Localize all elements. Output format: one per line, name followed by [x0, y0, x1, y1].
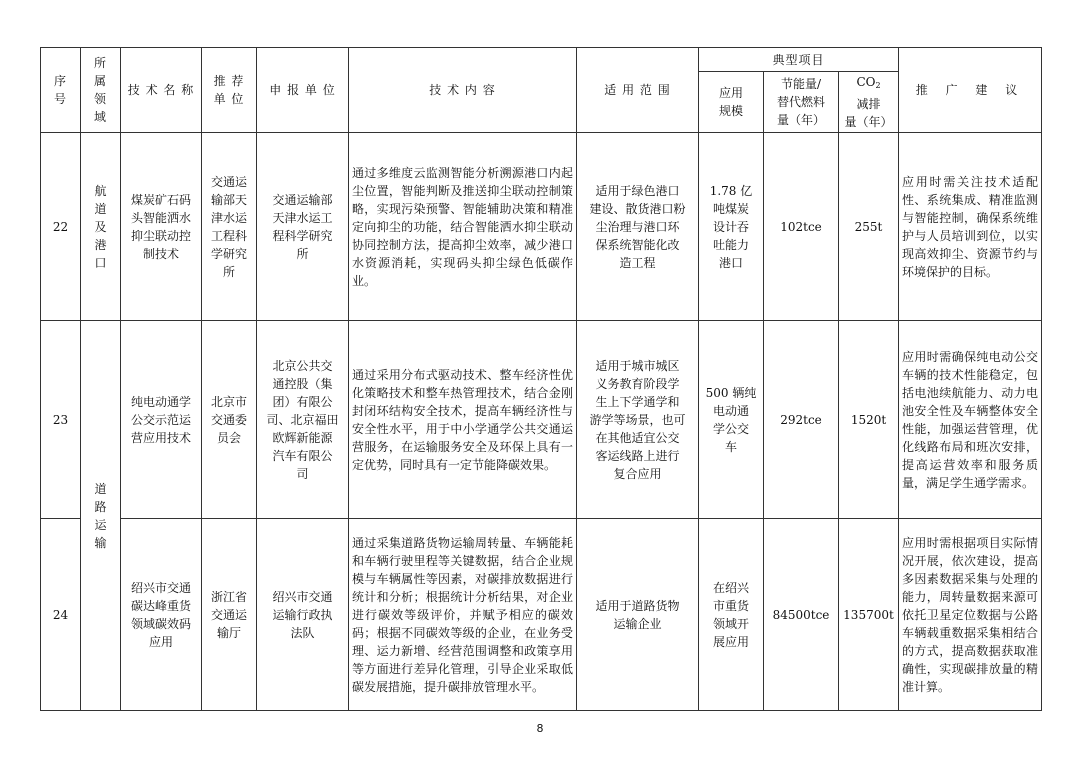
row-seq: 23 [41, 321, 81, 519]
row-applicant: 北京公共交 通控股（集 团）有限公 司、北京福田 欧辉新能源 汽车有限公 司 [257, 321, 349, 519]
row-energy: 102tce [764, 133, 839, 321]
header-tech-name: 技 术 名 称 [121, 48, 202, 133]
header-co2-rest: 减排 量（年） [844, 97, 893, 129]
row-tech-name: 煤炭矿石码 头智能洒水 抑尘联动控 制技术 [121, 133, 202, 321]
header-row-1 [41, 48, 1042, 72]
table-row [41, 321, 1042, 519]
header-typical-project: 典型项目 [699, 48, 899, 72]
row-scale: 在绍兴 市重货 领域开 展应用 [699, 519, 764, 711]
row-energy: 292tce [764, 321, 839, 519]
header-seq: 序 号 [41, 48, 81, 133]
row-domain: 道 路 运 输 [81, 321, 121, 711]
row-applicant: 绍兴市交通 运输行政执 法队 [257, 519, 349, 711]
row-seq: 22 [41, 133, 81, 321]
row-recommender: 浙江省 交通运 输厅 [202, 519, 257, 711]
row-recommender: 北京市 交通委 员会 [202, 321, 257, 519]
page-number: 8 [536, 722, 544, 735]
row-co2: 1520t [839, 321, 899, 519]
header-advice: 推 广 建 议 [899, 48, 1042, 133]
row-recommender: 交通运 输部天 津水运 工程科 学研究 所 [202, 133, 257, 321]
row-content: 通过多维度云监测智能分析溯源港口内起尘位置，智能判断及推送抑尘联动控制策略，实现污染预警、智能辅助决策和精准定向抑尘的功能，结合智能洒水抑尘联动协同控制方法，提高抑尘效率，减少港口水资源消耗，实现码头抑尘绿色低碳作业。 [349, 133, 577, 321]
row-co2: 255t [839, 133, 899, 321]
row-scale: 1.78 亿 吨煤炭 设计吞 吐能力 港口 [699, 133, 764, 321]
header-energy-saving: 节能量/ 替代燃料 量（年） [764, 72, 839, 133]
row-scope: 适用于绿色港口 建设、散货港口粉 尘治理与港口环 保系统智能化改 造工程 [577, 133, 699, 321]
row-seq: 24 [41, 519, 81, 711]
row-domain: 航 道 及 港 口 [81, 133, 121, 321]
header-scale: 应用 规模 [699, 72, 764, 133]
row-tech-name: 纯电动通学 公交示范运 营应用技术 [121, 321, 202, 519]
row-co2: 135700t [839, 519, 899, 711]
row-advice: 应用时需关注技术适配性、系统集成、精准监测与智能控制，确保系统维护与人员培训到位，以实现高效抑尘、资源节约与环境保护的目标。 [899, 133, 1042, 321]
row-scale: 500 辆纯 电动通 学公交 车 [699, 321, 764, 519]
row-scope: 适用于道路货物 运输企业 [577, 519, 699, 711]
table-row [41, 133, 1042, 321]
technology-table [40, 47, 1042, 711]
header-co2 [839, 72, 899, 133]
row-energy: 84500tce [764, 519, 839, 711]
header-co2-main: CO [856, 75, 876, 89]
row-applicant: 交通运输部 天津水运工 程科学研究 所 [257, 133, 349, 321]
row-content: 通过采用分布式驱动技术、整车经济性优化策略技术和整车热管理技术，结合金刚封闭环结构安全技术，提高车辆经济性与安全性水平，用于中小学通学公共交通运营服务，在运输服务安全及环保上具有一定优势，同时具有一定节能降碳效果。 [349, 321, 577, 519]
header-applicant: 申 报 单 位 [257, 48, 349, 133]
row-content: 通过采集道路货物运输周转量、车辆能耗和车辆行驶里程等关键数据，结合企业规模与车辆属性等因素，对碳排放数据进行统计和分析；根据统计分析结果，对企业进行碳效等级评价，并赋予相应的碳效码；根据不同碳效等级的企业，在业务受理、运力新增、经营范围调整和政策享用等方面进行差异化管理，引导企业采取低碳发展措施，提升碳排放管理水平。 [349, 519, 577, 711]
table-row [41, 519, 1042, 711]
header-co2-sub: 2 [875, 81, 881, 90]
header-scope: 适 用 范 围 [577, 48, 699, 133]
row-advice: 应用时需确保纯电动公交车辆的技术性能稳定，包括电池续航能力、动力电池安全性及车辆整体安全性能，加强运营管理，优化线路布局和班次安排，提高运营效率和服务质量，满足学生通学需求。 [899, 321, 1042, 519]
row-tech-name: 绍兴市交通 碳达峰重货 领域碳效码 应用 [121, 519, 202, 711]
header-tech-content: 技 术 内 容 [349, 48, 577, 133]
header-domain: 所 属 领 域 [81, 48, 121, 133]
row-advice: 应用时需根据项目实际情况开展，依次建设，提高多因素数据采集与处理的能力，周转量数据来源可依托卫星定位数据与公路车辆载重数据采集相结合的方式，提高数据获取准确性，实现碳排放量的精准计算。 [899, 519, 1042, 711]
row-scope: 适用于城市城区 义务教育阶段学 生上下学通学和 游学等场景，也可 在其他适宜公交 客运线路上进行 复合应用 [577, 321, 699, 519]
header-recommender: 推 荐 单 位 [202, 48, 257, 133]
